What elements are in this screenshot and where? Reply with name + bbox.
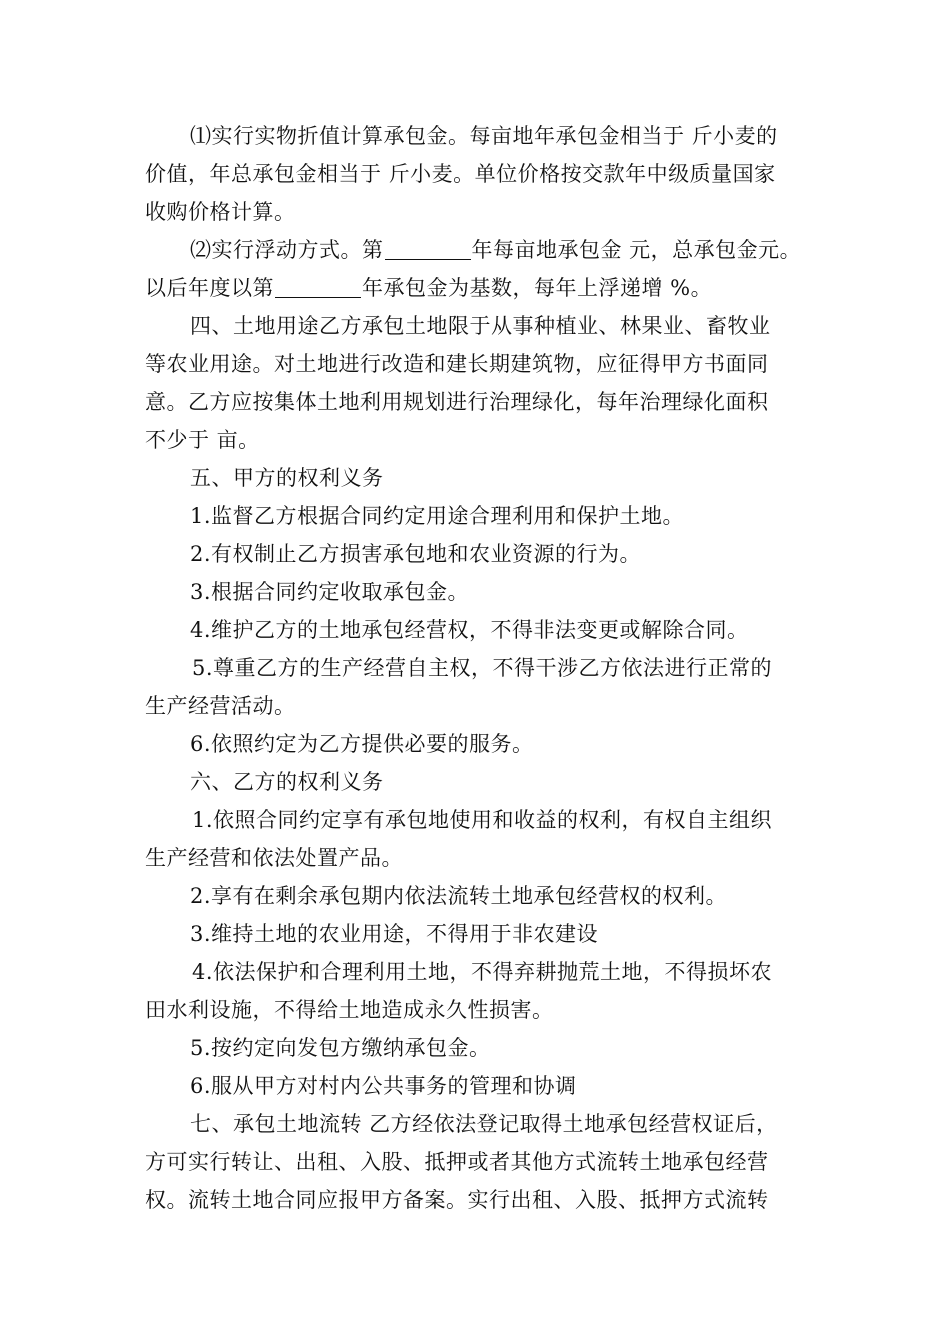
fill-in-blank <box>385 237 471 260</box>
text-segment: ⑵实行浮动方式。第 <box>190 238 384 262</box>
list-item: 1.依照合同约定享有承包地使用和收益的权利，有权自主组织 <box>192 808 773 832</box>
list-item: 2.享有在剩余承包期内依法流转土地承包经营权的权利。 <box>190 884 728 908</box>
text-segment: 以后年度以第 <box>145 276 274 300</box>
fill-in-blank <box>275 275 361 298</box>
list-item: 6.服从甲方对村内公共事务的管理和协调 <box>190 1074 577 1098</box>
list-item: 5.尊重乙方的生产经营自主权，不得干涉乙方依法进行正常的 <box>192 656 773 680</box>
text-line: 等农业用途。对土地进行改造和建长期建筑物，应征得甲方书面同 <box>145 352 769 376</box>
list-item: 4.维护乙方的土地承包经营权，不得非法变更或解除合同。 <box>190 618 749 642</box>
text-segment: 年承包金为基数，每年上浮递增 %。 <box>362 276 713 300</box>
text-line: 收购价格计算。 <box>145 200 296 224</box>
text-line <box>190 231 950 269</box>
list-item: 1.监督乙方根据合同约定用途合理利用和保护土地。 <box>190 504 685 528</box>
text-line: 田水利设施，不得给土地造成永久性损害。 <box>145 998 554 1022</box>
list-item: 6.依照约定为乙方提供必要的服务。 <box>190 732 534 756</box>
text-line: 方可实行转让、出租、入股、抵押或者其他方式流转土地承包经营 <box>145 1150 769 1174</box>
text-line: 生产经营活动。 <box>145 694 296 718</box>
list-item: 3.维持土地的农业用途，不得用于非农建设 <box>190 922 599 946</box>
text-line: ⑴实行实物折值计算承包金。每亩地年承包金相当于 斤小麦的 <box>190 124 778 148</box>
text-segment: 年每亩地承包金 元，总承包金元。 <box>471 238 802 262</box>
text-line: 生产经营和依法处置产品。 <box>145 846 403 870</box>
text-line: 意。乙方应按集体土地利用规划进行治理绿化，每年治理绿化面积 <box>145 390 769 414</box>
list-item: 2.有权制止乙方损害承包地和农业资源的行为。 <box>190 542 642 566</box>
list-item: 3.根据合同约定收取承包金。 <box>190 580 470 604</box>
text-line: 权。流转土地合同应报甲方备案。实行出租、入股、抵押方式流转 <box>145 1188 769 1212</box>
text-line: 不少于 亩。 <box>145 428 260 452</box>
list-item: 5.按约定向发包方缴纳承包金。 <box>190 1036 491 1060</box>
section-heading: 五、甲方的权利义务 <box>190 466 384 490</box>
section-heading: 七、承包土地流转 乙方经依法登记取得土地承包经营权证后， <box>190 1112 778 1136</box>
section-heading: 四、土地用途乙方承包土地限于从事种植业、林果业、畜牧业 <box>190 314 771 338</box>
text-line: 价值，年总承包金相当于 斤小麦。单位价格按交款年中级质量国家 <box>145 162 776 186</box>
section-heading: 六、乙方的权利义务 <box>190 770 384 794</box>
text-line <box>145 269 950 307</box>
list-item: 4.依法保护和合理利用土地，不得弃耕抛荒土地，不得损坏农 <box>192 960 773 984</box>
